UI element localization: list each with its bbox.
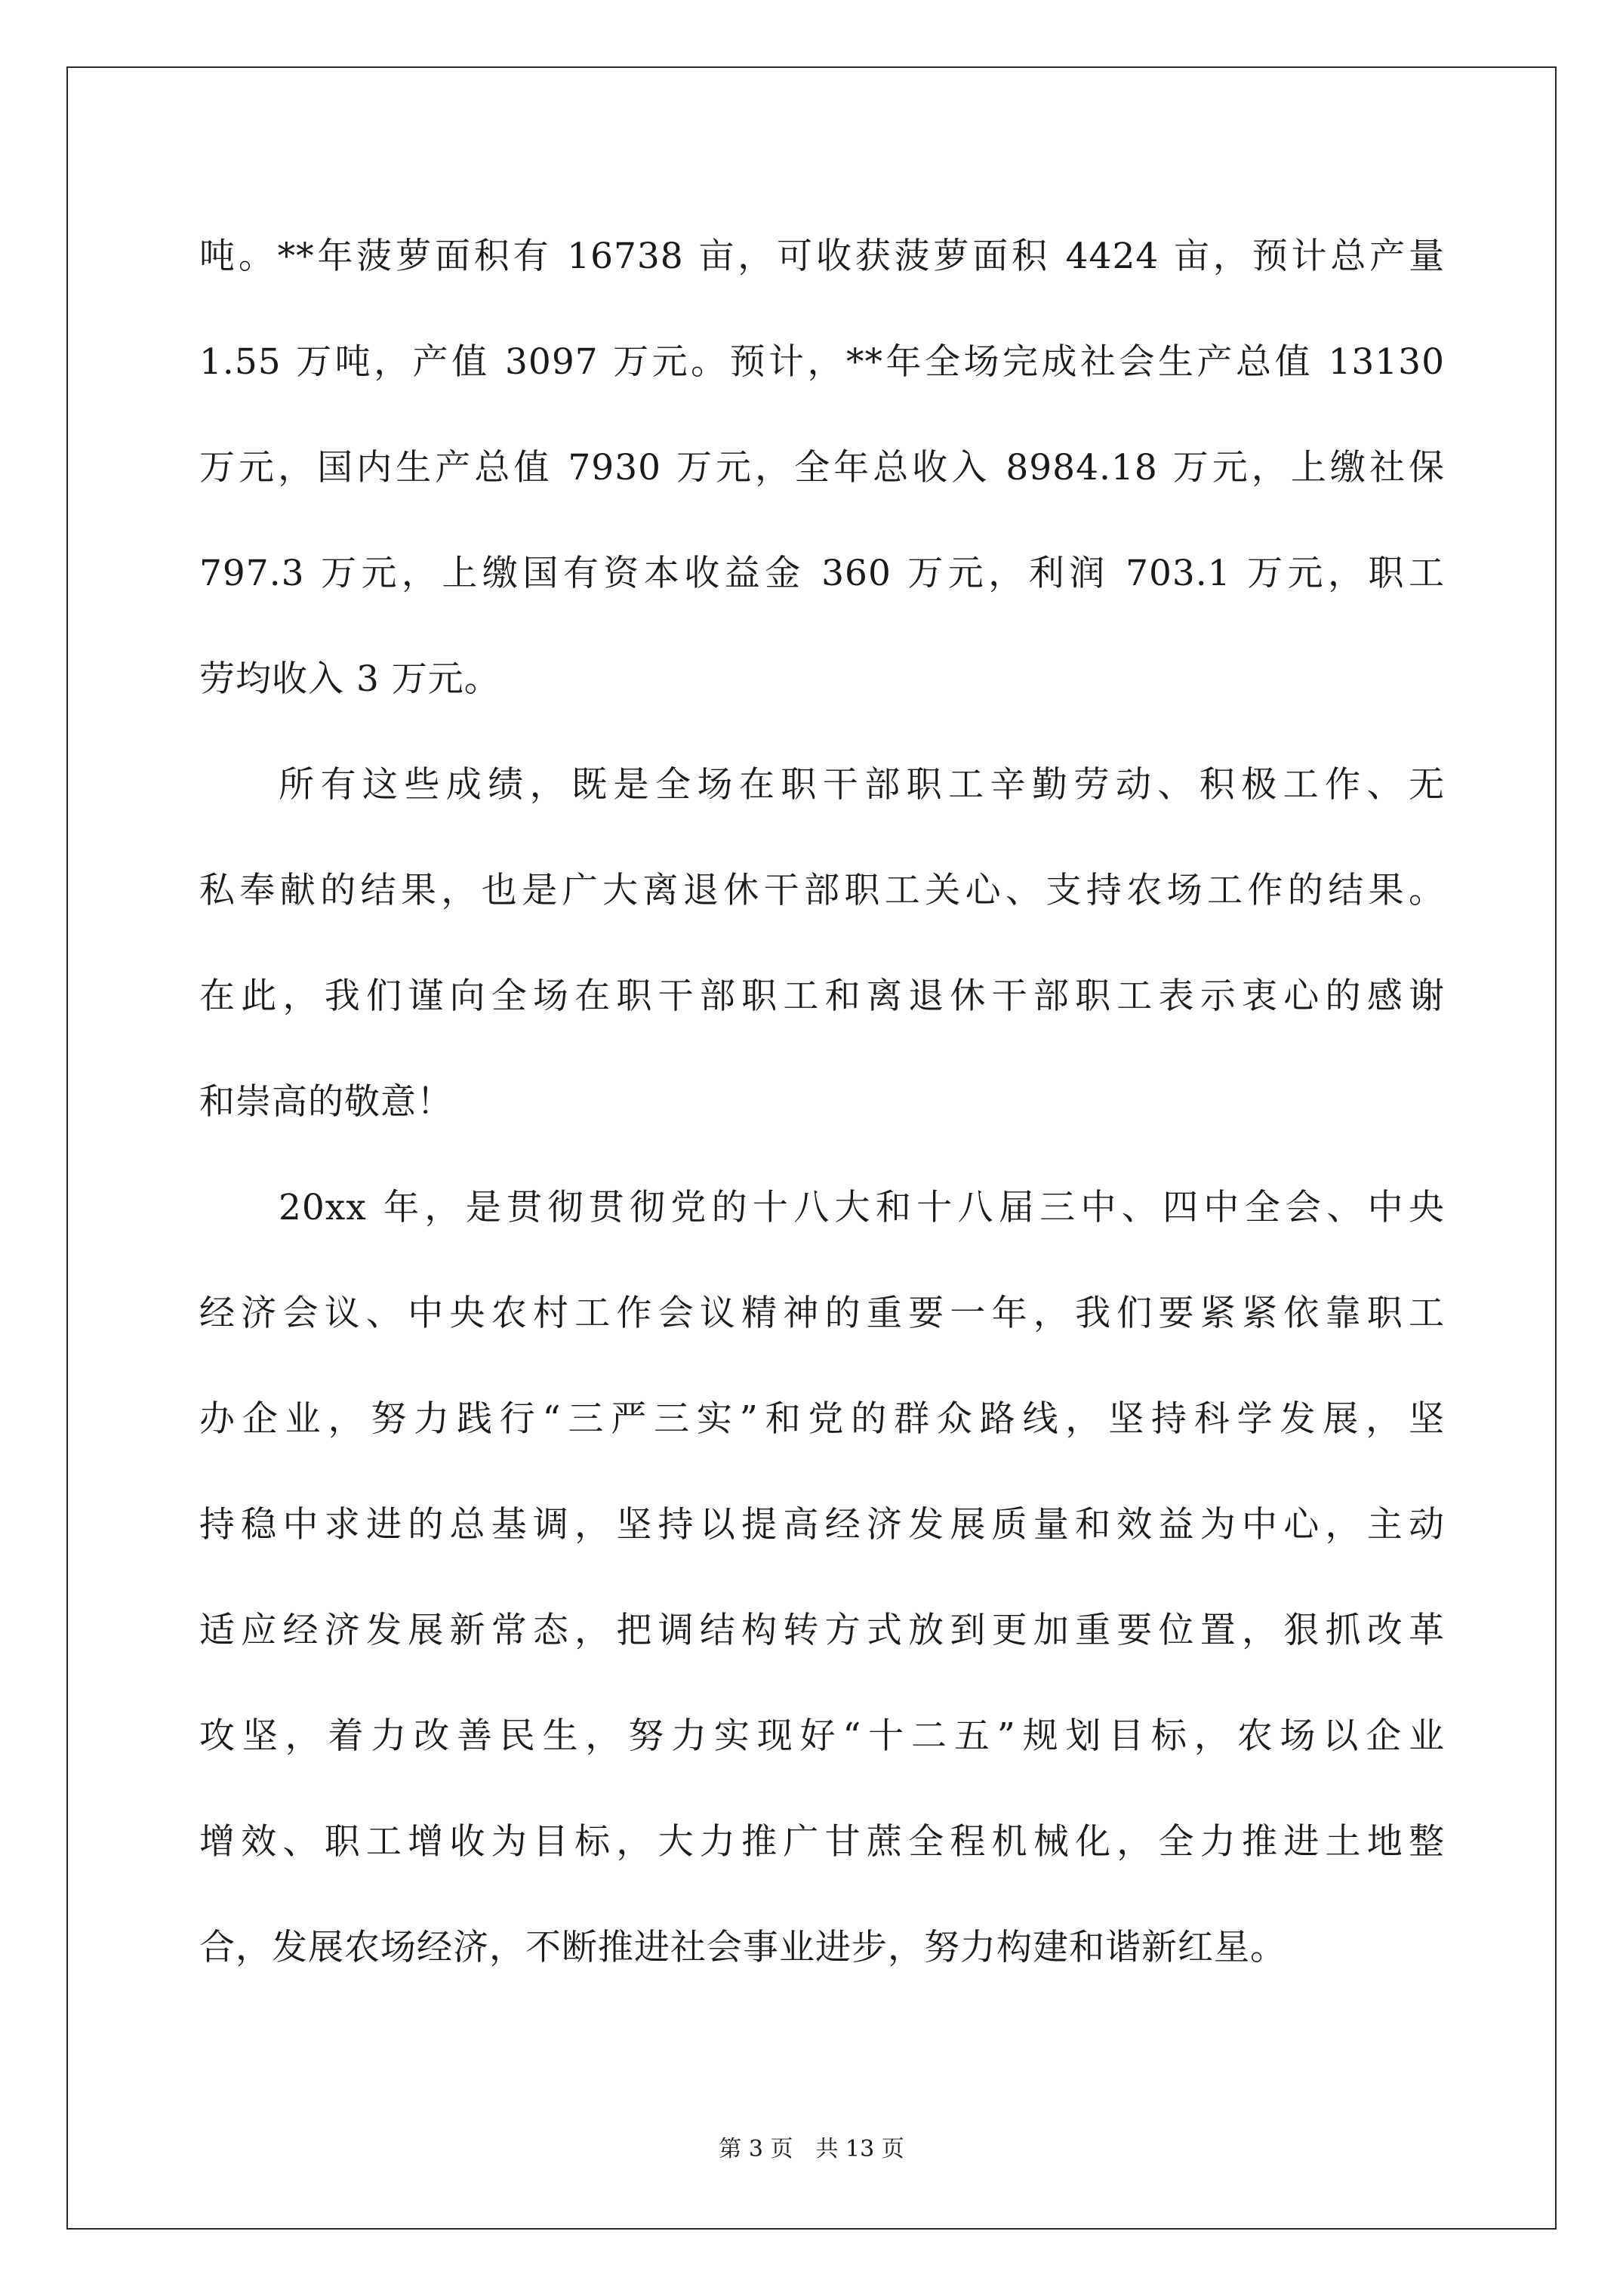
text-line: 万元，国内生产总值 7930 万元，全年总收入 8984.18 万元，上缴社保 xyxy=(199,447,1445,488)
text-line: 经济会议、中央农村工作会议精神的重要一年，我们要紧紧依靠职工 xyxy=(199,1293,1445,1334)
text-line: 797.3 万元，上缴国有资本收益金 360 万元，利润 703.1 万元，职工 xyxy=(199,553,1445,594)
text-line: 和崇高的敬意！ xyxy=(199,1081,453,1123)
text-line: 办企业，努力践行“三严三实”和党的群众路线，坚持科学发展，坚 xyxy=(199,1398,1445,1440)
text-line: 私奉献的结果，也是广大离退休干部职工关心、支持农场工作的结果。 xyxy=(199,870,1445,911)
text-line: 合，发展农场经济，不断推进社会事业进步，努力构建和谐新红星。 xyxy=(199,1927,1286,1968)
paragraph-3 xyxy=(199,1155,1445,2001)
text-line: 20xx 年，是贯彻贯彻党的十八大和十八届三中、四中全会、中央 xyxy=(279,1187,1445,1228)
text-line: 吨。**年菠萝面积有 16738 亩，可收获菠萝面积 4424 亩，预计总产量 xyxy=(199,236,1445,277)
text-line: 在此，我们谨向全场在职干部职工和离退休干部职工表示衷心的感谢 xyxy=(199,975,1445,1017)
text-line: 劳均收入 3 万元。 xyxy=(199,658,500,700)
paragraph-2 xyxy=(199,732,1445,1155)
text-line: 适应经济发展新常态，把调结构转方式放到更加重要位置，狠抓改革 xyxy=(199,1610,1445,1651)
text-line: 增效、职工增收为目标，大力推广甘蔗全程机械化，全力推进土地整 xyxy=(199,1821,1445,1863)
page-number-footer: 第 3 页 共 13 页 xyxy=(719,2136,904,2162)
document-body xyxy=(199,204,1445,2001)
text-line: 持稳中求进的总基调，坚持以提高经济发展质量和效益为中心，主动 xyxy=(199,1504,1445,1546)
text-line: 所有这些成绩，既是全场在职干部职工辛勤劳动、积极工作、无 xyxy=(279,764,1445,806)
paragraph-1 xyxy=(199,204,1445,732)
text-line: 攻坚，着力改善民生，努力实现好“十二五”规划目标，农场以企业 xyxy=(199,1715,1445,1757)
text-line: 1.55 万吨，产值 3097 万元。预计，**年全场完成社会生产总值 13130 xyxy=(199,341,1445,383)
